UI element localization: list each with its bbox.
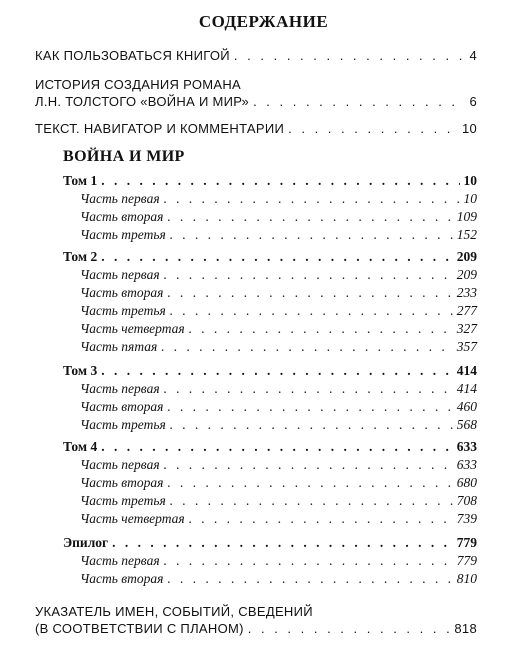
leader-dots xyxy=(248,621,451,636)
toc-part[interactable] xyxy=(80,381,477,397)
toc-entry-label: (В СООТВЕТСТВИИ С ПЛАНОМ) xyxy=(35,621,244,636)
toc-part-label: Часть вторая xyxy=(80,285,164,300)
leader-dots xyxy=(101,439,453,455)
toc-part-label: Часть четвертая xyxy=(80,321,185,336)
toc-part-page: 680 xyxy=(456,475,477,490)
leader-dots xyxy=(101,363,453,379)
toc-entry-history[interactable] xyxy=(35,94,477,109)
toc-part[interactable] xyxy=(80,417,477,433)
toc-part-page: 152 xyxy=(456,227,477,242)
toc-part[interactable] xyxy=(80,493,477,509)
toc-entry-how-to-use[interactable] xyxy=(35,48,477,63)
toc-part-page: 708 xyxy=(456,493,477,508)
toc-part-label: Часть пятая xyxy=(80,339,158,354)
page-title: СОДЕРЖАНИЕ xyxy=(198,12,329,31)
toc-part[interactable] xyxy=(80,285,477,301)
leader-dots xyxy=(189,511,453,527)
leader-dots xyxy=(167,571,452,587)
toc-part-page: 277 xyxy=(456,303,477,318)
toc-volume-label: Том 1 xyxy=(63,173,98,188)
toc-part[interactable] xyxy=(80,399,477,415)
toc-part-label: Часть третья xyxy=(80,227,166,242)
leader-dots xyxy=(101,249,453,265)
toc-part[interactable] xyxy=(80,321,477,337)
toc-part-label: Часть третья xyxy=(80,303,166,318)
toc-volume-label: Том 3 xyxy=(63,363,98,378)
toc-part-page: 209 xyxy=(456,267,477,282)
toc-part-label: Часть первая xyxy=(80,267,160,282)
toc-volume-label: Том 4 xyxy=(63,439,98,454)
toc-part-page: 10 xyxy=(463,191,477,206)
toc-entry-page: 6 xyxy=(469,94,477,109)
leader-dots xyxy=(167,209,452,225)
leader-dots xyxy=(164,457,453,473)
toc-part-label: Часть первая xyxy=(80,191,160,206)
toc-volume-page: 209 xyxy=(456,249,477,264)
toc-part-label: Часть четвертая xyxy=(80,511,185,526)
toc-part[interactable] xyxy=(80,267,477,283)
toc-volume-page: 10 xyxy=(463,173,477,188)
toc-part-page: 810 xyxy=(456,571,477,586)
toc-entry-page: 818 xyxy=(454,621,477,636)
toc-entry-page: 10 xyxy=(461,121,477,136)
leader-dots xyxy=(288,121,458,136)
leader-dots xyxy=(167,285,452,301)
toc-part-page: 414 xyxy=(456,381,477,396)
toc-entry-index-line1: УКАЗАТЕЛЬ ИМЕН, СОБЫТИЙ, СВЕДЕНИЙ xyxy=(35,604,313,619)
leader-dots xyxy=(170,417,453,433)
leader-dots xyxy=(167,475,452,491)
toc-entry-label: КАК ПОЛЬЗОВАТЬСЯ КНИГОЙ xyxy=(35,48,230,63)
toc-part[interactable] xyxy=(80,571,477,587)
toc-part[interactable] xyxy=(80,475,477,491)
toc-part-label: Часть третья xyxy=(80,417,166,432)
toc-volume-page: 633 xyxy=(456,439,477,454)
leader-dots xyxy=(101,173,459,189)
novel-title: ВОЙНА И МИР xyxy=(63,148,185,165)
toc-volume-4[interactable] xyxy=(63,439,477,455)
toc-part[interactable] xyxy=(80,339,477,355)
leader-dots xyxy=(112,535,453,551)
toc-volume-3[interactable] xyxy=(63,363,477,379)
leader-dots xyxy=(164,381,453,397)
leader-dots xyxy=(164,553,453,569)
toc-part-page: 460 xyxy=(456,399,477,414)
leader-dots xyxy=(170,493,453,509)
toc-part-page: 233 xyxy=(456,285,477,300)
toc-volume-page: 779 xyxy=(456,535,477,550)
leader-dots xyxy=(164,267,453,283)
toc-part[interactable] xyxy=(80,303,477,319)
toc-part-label: Часть первая xyxy=(80,381,160,396)
toc-volume-label: Том 2 xyxy=(63,249,98,264)
toc-entry-page: 4 xyxy=(469,48,477,63)
toc-part-page: 109 xyxy=(456,209,477,224)
toc-volume-1[interactable] xyxy=(63,173,477,189)
toc-part[interactable] xyxy=(80,457,477,473)
leader-dots xyxy=(167,399,452,415)
toc-entry-label: ТЕКСТ. НАВИГАТОР И КОММЕНТАРИИ xyxy=(35,121,285,136)
toc-epilogue[interactable] xyxy=(63,535,477,551)
leader-dots xyxy=(170,303,453,319)
toc-part[interactable] xyxy=(80,511,477,527)
leader-dots xyxy=(189,321,453,337)
toc-part-label: Часть вторая xyxy=(80,571,164,586)
toc-part[interactable] xyxy=(80,209,477,225)
toc-part-page: 357 xyxy=(456,339,477,354)
toc-part-page: 327 xyxy=(456,321,477,336)
toc-volume-page: 414 xyxy=(456,363,477,378)
leader-dots xyxy=(253,94,465,109)
toc-part[interactable] xyxy=(80,553,477,569)
leader-dots xyxy=(234,48,466,63)
leader-dots xyxy=(164,191,460,207)
toc-entry-index[interactable] xyxy=(35,621,477,636)
toc-part-label: Часть первая xyxy=(80,457,160,472)
toc-part[interactable] xyxy=(80,227,477,243)
toc-volume-2[interactable] xyxy=(63,249,477,265)
toc-part-label: Часть первая xyxy=(80,553,160,568)
toc-part-label: Часть вторая xyxy=(80,475,164,490)
toc-part-page: 739 xyxy=(456,511,477,526)
toc-part-page: 568 xyxy=(456,417,477,432)
toc-entry-text-navigator[interactable] xyxy=(35,121,477,136)
toc-part-label: Часть вторая xyxy=(80,209,164,224)
toc-part[interactable] xyxy=(80,191,477,207)
leader-dots xyxy=(161,339,452,355)
toc-part-label: Часть вторая xyxy=(80,399,164,414)
toc-part-page: 633 xyxy=(456,457,477,472)
toc-part-label: Часть третья xyxy=(80,493,166,508)
toc-entry-label: Л.Н. ТОЛСТОГО «ВОЙНА И МИР» xyxy=(35,94,250,109)
toc-part-page: 779 xyxy=(456,553,477,568)
leader-dots xyxy=(170,227,453,243)
toc-volume-label: Эпилог xyxy=(63,535,109,550)
toc-entry-history-line1: ИСТОРИЯ СОЗДАНИЯ РОМАНА xyxy=(35,77,242,92)
